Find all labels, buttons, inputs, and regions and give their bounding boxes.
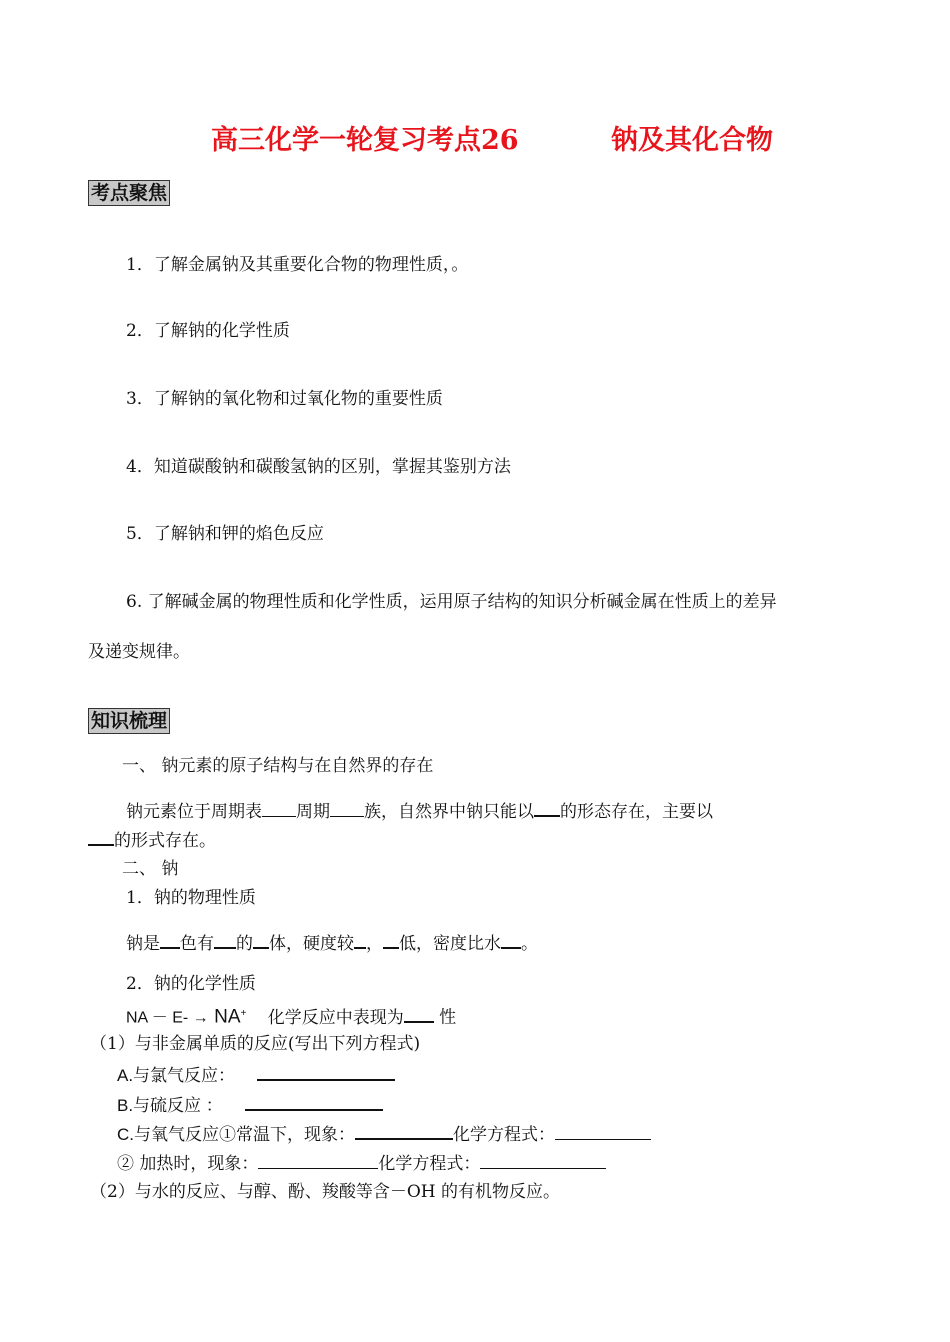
fill-blank	[354, 931, 366, 949]
fill-blank	[330, 800, 364, 817]
text: 的	[236, 934, 253, 954]
focus-item-5: 5．了解钠和钾的焰色反应	[126, 524, 324, 544]
paragraph-sodium-position-cont	[88, 828, 216, 852]
fill-blank	[404, 1005, 434, 1023]
fill-blank	[257, 1063, 395, 1081]
section-label-knowledge: 知识梳理	[88, 708, 170, 734]
equation-ion: NA	[214, 1006, 241, 1028]
page-title	[211, 118, 519, 157]
subheading-physical: 1．钠的物理性质	[126, 888, 256, 908]
text: 的形式存在。	[114, 831, 216, 851]
fill-blank	[214, 931, 236, 949]
text: 色有	[180, 934, 214, 954]
fill-blank	[501, 931, 521, 949]
equation-ion-charge: +	[240, 1008, 247, 1019]
paragraph-sodium-position	[126, 799, 713, 823]
equation-line	[126, 1003, 456, 1030]
fill-blank	[534, 799, 560, 817]
heading-two: 二、 钠	[122, 859, 179, 879]
text: C.与氧气反应①常温下，现象：	[117, 1125, 355, 1144]
text: 的形态存在，主要以	[560, 802, 713, 822]
focus-item-1: 1．了解金属钠及其重要化合物的物理性质，。	[126, 255, 469, 275]
text: 低，密度比水	[399, 934, 501, 954]
text: 钠是	[126, 934, 160, 954]
fill-blank	[480, 1152, 606, 1169]
reaction-sulfur	[117, 1093, 383, 1117]
section-label-focus: 考点聚焦	[88, 180, 170, 206]
focus-item-6: 6. 了解碱金属的物理性质和化学性质，运用原子结构的知识分析碱金属在性质上的差异	[126, 592, 777, 612]
fill-blank	[160, 931, 180, 949]
equation-left: NA － E- →	[126, 1009, 209, 1027]
focus-item-2: 2．了解钠的化学性质	[126, 321, 290, 341]
text: 化学方程式：	[378, 1154, 481, 1174]
fill-blank	[355, 1122, 453, 1140]
fill-blank	[383, 931, 399, 949]
text: 性	[433, 1007, 457, 1028]
title-part1: 高三化学一轮复习考点26	[211, 125, 519, 156]
fill-blank	[245, 1093, 383, 1111]
focus-item-6-cont: 及递变规律。	[88, 642, 190, 662]
focus-item-4: 4．知道碳酸钠和碳酸氢钠的区别，掌握其鉴别方法	[126, 457, 511, 477]
text: 。	[521, 934, 538, 954]
reaction-chlorine	[117, 1063, 395, 1087]
reaction-nonmetal: （1）与非金属单质的反应(写出下列方程式)	[90, 1034, 421, 1054]
text: ，	[366, 934, 383, 954]
text: 体，硬度较	[269, 934, 354, 954]
text: 周期	[296, 802, 330, 822]
page-title-topic	[611, 118, 773, 157]
title-part2: 钠及其化合物	[611, 125, 773, 156]
reaction-oxygen-room-temp	[117, 1122, 651, 1146]
heading-one: 一、 钠元素的原子结构与在自然界的存在	[122, 756, 434, 776]
reaction-oxygen-heated	[117, 1152, 606, 1175]
text: 族，自然界中钠只能以	[364, 802, 534, 822]
text: 化学方程式：	[453, 1125, 555, 1145]
text: B.与硫反应 ：	[117, 1096, 223, 1115]
subheading-chemical: 2．钠的化学性质	[126, 974, 256, 994]
text: ② 加热时，现象：	[117, 1154, 259, 1174]
fill-blank	[253, 931, 269, 949]
text: 钠元素位于周期表	[126, 802, 262, 822]
text: 化学反应中表现为	[267, 1007, 404, 1028]
fill-blank	[258, 1152, 378, 1169]
fill-blank	[555, 1123, 651, 1140]
text: A.与氯气反应：	[117, 1066, 236, 1085]
focus-item-3: 3．了解钠的氧化物和过氧化物的重要性质	[126, 389, 443, 409]
fill-blank	[88, 828, 114, 846]
reaction-water: （2）与水的反应、与醇、酚、羧酸等含－OH 的有机物反应。	[90, 1182, 560, 1202]
fill-blank	[262, 800, 296, 817]
paragraph-physical-properties	[126, 931, 538, 955]
